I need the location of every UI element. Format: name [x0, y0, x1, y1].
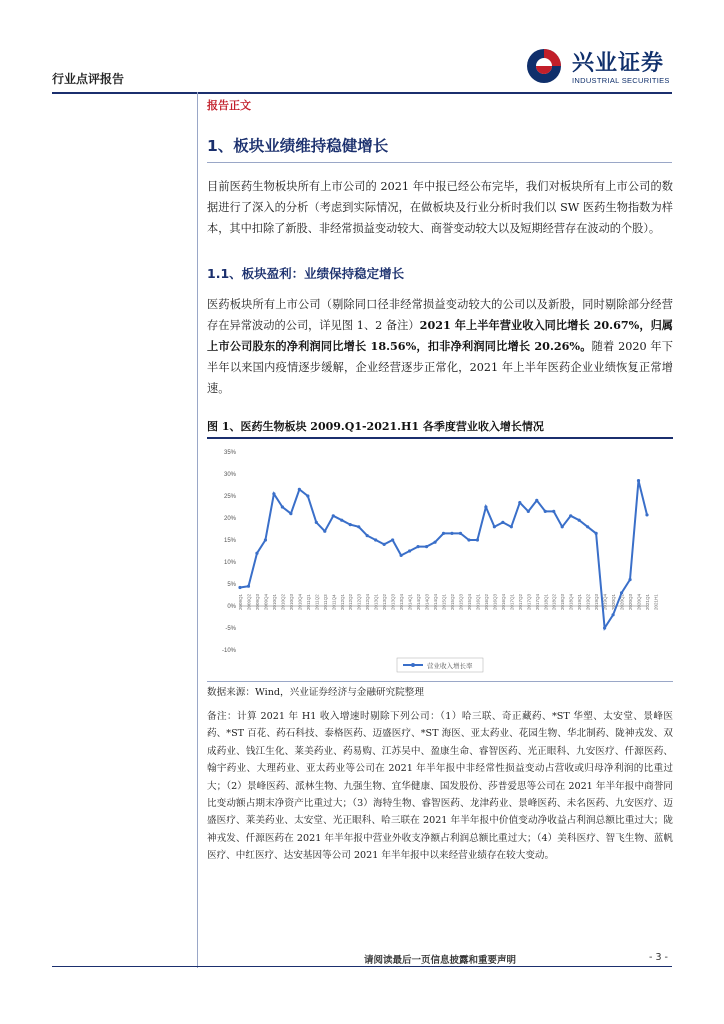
data-point: [264, 538, 267, 541]
y-tick-label: -5%: [225, 626, 236, 632]
y-tick-label: 10%: [223, 560, 236, 566]
data-point: [501, 521, 504, 524]
x-tick-label: 2009Q3: [254, 593, 260, 610]
section-tag: 报告正文: [207, 99, 251, 112]
data-point: [247, 585, 250, 588]
logo-text-cn: 兴业证券: [572, 51, 665, 76]
data-point: [425, 545, 428, 548]
x-tick-label: 2012Q2: [348, 593, 354, 610]
x-tick-label: 2009Q4: [263, 593, 269, 610]
x-tick-label: 2015Q4: [466, 593, 472, 610]
x-tick-label: 2017Q2: [517, 593, 523, 610]
data-point: [416, 545, 419, 548]
intro-paragraph: 目前医药生物板块所有上市公司的 2021 年中报已经公布完毕，我们对板块所有上市公司的数据进行了深入的分析（考虑到实际情况，在做板块及行业分析时我们以 SW 医药生物指数为样本，其中扣除了新股、非经常损益变动较大、商誉变动较大以及短期经营存在波动的个股）。: [207, 180, 673, 235]
y-tick-label: 15%: [223, 538, 236, 544]
x-tick-label: 2019Q4: [602, 593, 608, 610]
data-point: [544, 510, 547, 513]
data-point: [637, 479, 640, 482]
data-point: [535, 499, 538, 502]
x-tick-label: 2017Q4: [534, 593, 540, 610]
data-point: [315, 521, 318, 524]
data-point: [561, 525, 564, 528]
data-point: [628, 578, 631, 581]
profit-paragraph-highlight: 2021 年上半年营业收入同比增长 20.67%，归属上市公司股东的净利润同比增长 18.56%，扣非净利润同比增长 20.26%。: [207, 318, 673, 353]
x-tick-label: 2016Q2: [483, 593, 489, 610]
x-tick-label: 2011Q1: [305, 594, 311, 610]
data-point: [255, 552, 258, 555]
data-point: [586, 525, 589, 528]
y-tick-label: 35%: [223, 450, 236, 456]
x-tick-label: 2017Q1: [509, 593, 515, 610]
data-point: [298, 488, 301, 491]
y-tick-label: 25%: [223, 494, 236, 500]
report-type-label: 行业点评报告: [52, 72, 125, 86]
section-heading-1-1: 1.1、板块盈利：业绩保持稳定增长: [207, 266, 405, 281]
x-tick-label: 2015Q1: [441, 593, 447, 610]
profit-paragraph-text-a: 医药板块所有上市公司（剔除同口径非经常损益变动较大的公司以及新股，同时剔除部分经营存在异常波动的公司，详见图 1、2 备注）: [207, 298, 673, 332]
x-tick-label: 2020Q1: [611, 593, 617, 610]
data-point: [332, 514, 335, 517]
x-tick-label: 2019Q1: [577, 593, 583, 610]
data-point: [391, 538, 394, 541]
x-tick-label: 2011Q2: [314, 594, 320, 610]
x-tick-label: 2014Q2: [416, 593, 422, 610]
x-tick-label: 2010Q2: [280, 593, 286, 610]
data-point: [459, 532, 462, 535]
data-point: [595, 532, 598, 535]
x-tick-label: 2011Q3: [322, 594, 328, 610]
x-tick-label: 2012Q1: [339, 593, 345, 610]
figure-bottom-rule: [207, 681, 673, 682]
data-point: [340, 519, 343, 522]
x-tick-label: 2015Q2: [449, 593, 455, 610]
figure-title: 图 1、医药生物板块 2009.Q1-2021.H1 各季度营业收入增长情况: [207, 420, 544, 433]
x-tick-label: 2013Q3: [390, 593, 396, 610]
y-tick-label: -10%: [221, 648, 236, 654]
data-point: [408, 549, 411, 552]
y-tick-label: 30%: [223, 472, 236, 478]
legend: [397, 658, 483, 672]
data-point: [374, 538, 377, 541]
x-tick-label: 2012Q4: [365, 593, 371, 610]
data-point: [383, 543, 386, 546]
figure-source: 数据来源：Wind，兴业证券经济与金融研究院整理: [207, 687, 424, 698]
x-tick-label: 2014Q4: [433, 593, 439, 610]
data-point: [493, 525, 496, 528]
revenue-growth-line-chart: [207, 440, 673, 678]
x-tick-label: 2021H1: [653, 594, 659, 610]
x-axis-labels: [238, 593, 658, 610]
x-tick-label: 2021Q1: [645, 593, 650, 610]
x-tick-label: 2012Q3: [356, 593, 362, 610]
x-tick-label: 2018Q4: [568, 593, 574, 610]
x-tick-label: 2013Q1: [373, 593, 379, 610]
figure-note: 备注：计算 2021 年 H1 收入增速时剔除下列公司：（1）哈三联、奇正藏药、*ST 华塑、太安堂、景峰医药、*ST 百花、药石科技、泰格医药、迈盛医疗、*ST 海医、亚太药业、花园生物、华北制药、陇神戎发、双成药业、钱江生化、莱美药业、药易购、江苏吴中、盈康生命、睿智医药、光正眼科、九安医疗、仟源医药、翰宇药业、大理药业、亚太药业等公司在 2021 年半年报中非经常性损益变动占营收或归母净利润的比重过大；（2）景峰医药、派林生物、九强生物、宜华健康、国发股份、莎普爱思等公司在 2021 年半年报中商誉同比变动额占期末净资产比重过大；（3）海特生物、睿智医药、龙津药业、景峰医药、未名医药、九安医疗、迈盛医疗、莱美药业、太安堂、光正眼科、哈三联在 2021 年半年报中价值变动净收益占利润总额比重过大；陇神戎发、仟源医药在 2021 年半年报中营业外收支净额占利润总额比重过大；（4）美科医疗、智飞生物、蓝帆医疗、中红医疗、达安基因等公司 2021 年半年报中以来经营业绩存在较大变动。: [207, 711, 673, 862]
data-point: [611, 613, 614, 616]
x-tick-label: 2020Q2: [619, 593, 625, 610]
data-point: [442, 532, 445, 535]
section-heading-1: 1、板块业绩维持稳健增长: [207, 137, 389, 155]
data-point: [510, 525, 513, 528]
x-tick-label: 2015Q3: [458, 593, 464, 610]
x-tick-label: 2020Q3: [628, 593, 634, 610]
profit-paragraph: [207, 294, 673, 399]
data-point: [306, 494, 309, 497]
margin-divider: [197, 92, 198, 968]
data-point: [645, 513, 648, 516]
page-number: - 3 -: [649, 952, 668, 963]
y-tick-label: 5%: [227, 582, 236, 588]
legend-label: 营业收入增长率: [427, 663, 473, 670]
profit-paragraph-text-c: 随着 2020 年下半年以来国内疫情逐步缓解，企业经营逐步正常化，2021 年上半年医药企业业绩恢复正常增速。: [207, 340, 673, 395]
logo-mark-icon: [527, 49, 561, 83]
data-point: [450, 532, 453, 535]
x-tick-label: 2010Q4: [297, 593, 303, 610]
x-tick-label: 2013Q2: [382, 593, 388, 610]
data-point: [238, 586, 241, 589]
x-tick-label: 2009Q2: [246, 593, 252, 610]
data-point: [569, 514, 572, 517]
x-tick-label: 2010Q1: [271, 593, 277, 610]
data-point: [467, 538, 470, 541]
x-tick-label: 2014Q1: [407, 593, 413, 610]
x-tick-label: 2018Q2: [551, 593, 557, 610]
x-tick-label: 2016Q4: [500, 593, 506, 610]
data-point: [289, 512, 292, 515]
y-tick-label: 0%: [227, 604, 236, 610]
data-point: [433, 541, 436, 544]
data-point: [527, 510, 530, 513]
x-tick-label: 2019Q2: [585, 593, 591, 610]
data-point: [357, 525, 360, 528]
data-point: [323, 530, 326, 533]
data-point: [484, 505, 487, 508]
x-tick-label: 2014Q3: [424, 593, 430, 610]
x-tick-label: 2020Q4: [636, 593, 642, 610]
data-point: [518, 501, 521, 504]
data-point: [281, 505, 284, 508]
x-tick-label: 2018Q3: [560, 593, 566, 610]
data-point: [578, 519, 581, 522]
data-point: [603, 626, 606, 629]
header-divider: [52, 92, 672, 94]
x-tick-label: 2016Q3: [492, 593, 498, 610]
data-point: [366, 534, 369, 537]
data-point: [349, 523, 352, 526]
x-tick-label: 2013Q4: [399, 593, 405, 610]
x-tick-label: 2018Q1: [543, 593, 549, 610]
x-tick-label: 2009Q1: [238, 593, 243, 610]
y-tick-label: 20%: [223, 516, 236, 522]
x-tick-label: 2011Q4: [331, 594, 337, 610]
figure-top-rule: [207, 437, 673, 439]
x-tick-label: 2010Q3: [288, 593, 294, 610]
heading-divider: [207, 162, 672, 163]
x-tick-label: 2017Q3: [526, 593, 532, 610]
footer-disclaimer: 请阅读最后一页信息披露和重要声明: [364, 955, 517, 966]
footer-divider: [52, 966, 672, 967]
data-point: [620, 591, 623, 594]
data-point: [476, 538, 479, 541]
data-point: [400, 554, 403, 557]
y-axis-labels: [222, 450, 237, 654]
logo-text-en: INDUSTRIAL SECURITIES: [572, 76, 670, 85]
data-point: [272, 492, 275, 495]
data-point: [552, 510, 555, 513]
x-tick-label: 2019Q3: [594, 593, 600, 610]
x-tick-label: 2016Q1: [475, 593, 481, 610]
